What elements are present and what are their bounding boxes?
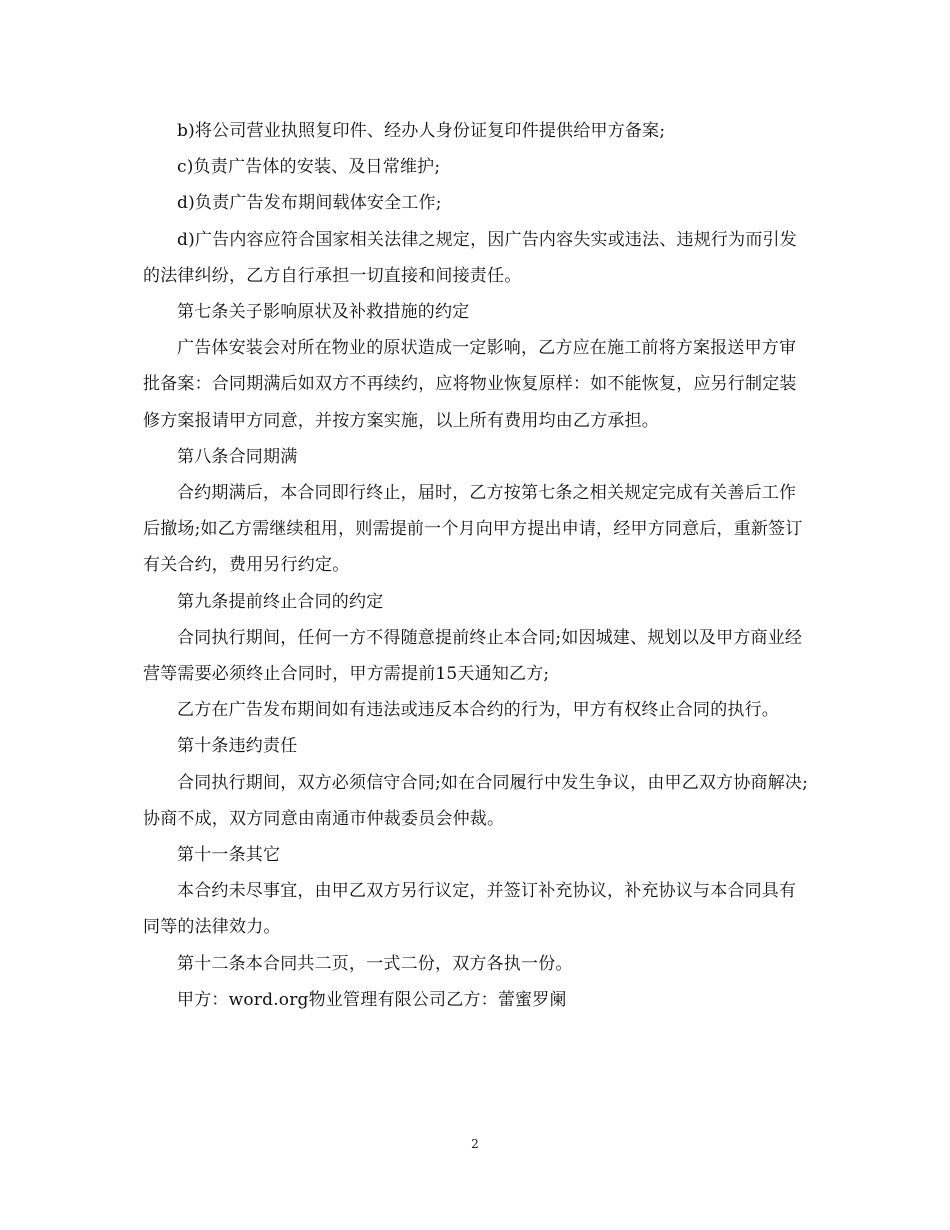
clause-c-paragraph: c)负责广告体的安装、及日常维护; bbox=[177, 157, 441, 178]
article-10-body: 合同执行期间，双方必须信守合同;如在合同履行中发生争议，由甲乙双方协商解决;协商不成，双方同意由南通市仲裁委员会仲裁。 bbox=[143, 772, 809, 829]
article-11-heading: 第十一条其它 bbox=[177, 845, 281, 866]
page-number: 2 bbox=[471, 1137, 479, 1151]
clause-b-paragraph: b)将公司营业执照复印件、经办人身份证复印件提供给甲方备案; bbox=[177, 121, 666, 141]
article-9-heading: 第九条提前终止合同的约定 bbox=[177, 591, 384, 612]
article-10-heading: 第十条违约责任 bbox=[177, 736, 298, 757]
article-8-body: 合约期满后，本合同即行终止，届时，乙方按第七条之相关规定完成有关善后工作后撤场;如乙方需继续租用，则需提前一个月向甲方提出申请，经甲方同意后，重新签订有关合约，费用另行约定。 bbox=[143, 483, 803, 576]
signature-line: 甲方：word.org物业管理有限公司乙方：蕾蜜罗阑 bbox=[177, 989, 567, 1010]
document-body bbox=[143, 113, 813, 1018]
clause-d-content-paragraph: d)广告内容应符合国家相关法律之规定，因广告内容失实或违法、违规行为而引发的法律纠纷，乙方自行承担一切直接和间接责任。 bbox=[143, 229, 797, 286]
article-9-body-2: 乙方在广告发布期间如有违法或违反本合约的行为，甲方有权终止合同的执行。 bbox=[177, 700, 779, 721]
article-11-body: 本合约未尽事宜，由甲乙双方另行议定，并签订补充协议，补充协议与本合同具有同等的法律效力。 bbox=[143, 881, 797, 938]
article-12-paragraph: 第十二条本合同共二页，一式二份，双方各执一份。 bbox=[177, 953, 573, 974]
article-7-body: 广告体安装会对所在物业的原状造成一定影响，乙方应在施工前将方案报送甲方审批备案：合同期满后如双方不再续约，应将物业恢复原样：如不能恢复，应另行制定装修方案报请甲方同意，并按方案实施，以上所有费用均由乙方承担。 bbox=[143, 338, 797, 431]
article-8-heading: 第八条合同期满 bbox=[177, 446, 298, 467]
clause-d-safety-paragraph: d)负责广告发布期间载体安全工作; bbox=[177, 193, 442, 214]
article-7-heading: 第七条关子影响原状及补救措施的约定 bbox=[177, 302, 470, 323]
article-9-body-1: 合同执行期间，任何一方不得随意提前终止本合同;如因城建、规划以及甲方商业经营等需要必须终止合同时，甲方需提前15天通知乙方; bbox=[143, 627, 803, 685]
